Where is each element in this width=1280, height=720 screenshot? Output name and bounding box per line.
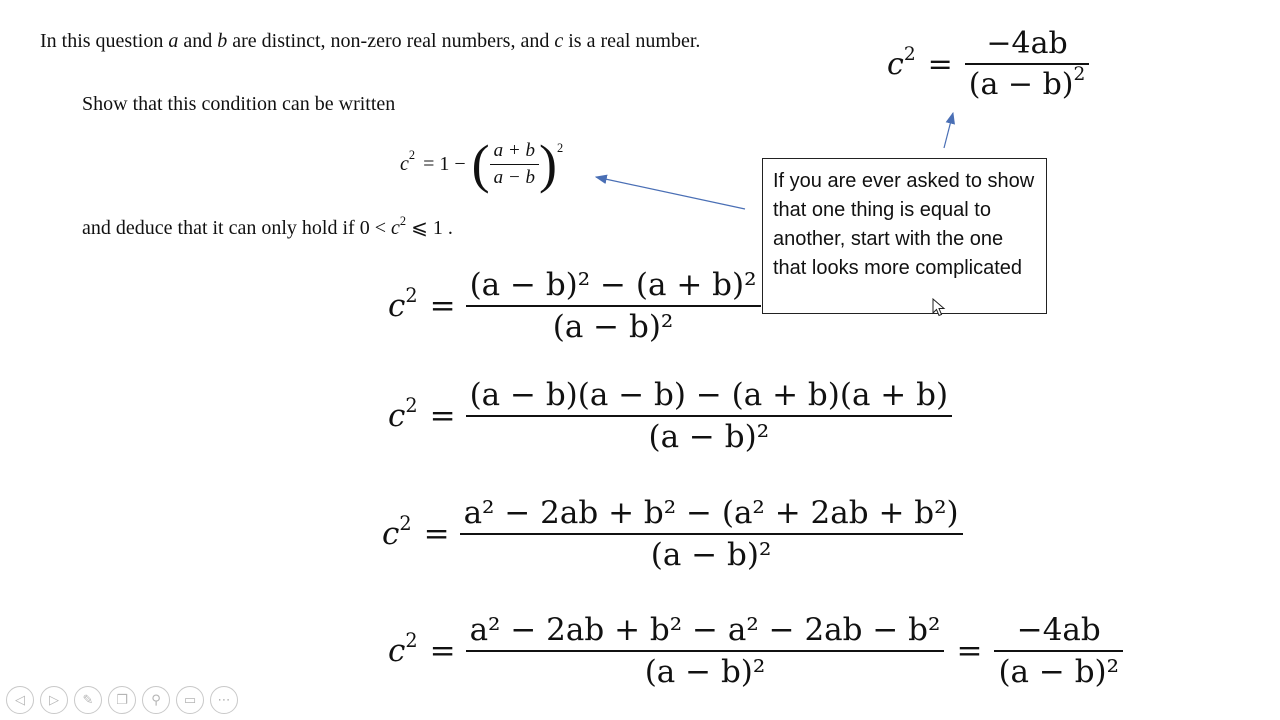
callout-box [762, 158, 1047, 314]
intro-var-a: a [168, 30, 179, 52]
step-2-fraction [466, 377, 952, 455]
intro-mid2: are distinct, non-zero real numbers, and [227, 30, 555, 52]
step-1-den: (a − b)² [552, 309, 674, 345]
step-4-lhs-exp: 2 [405, 628, 418, 652]
intro-post: is a real number. [563, 30, 701, 52]
given-frac-num: a + b [493, 139, 535, 161]
pen-icon[interactable]: ✎ [74, 686, 102, 714]
step-1-lhs-exp: 2 [405, 283, 418, 307]
zoom-icon[interactable]: ⚲ [142, 686, 170, 714]
mouse-cursor-icon [932, 298, 946, 318]
given-equation: c $^2$ = 1 − ( $\frac{a + b}{a - b}$ ) $^2$ [400, 134, 564, 194]
step-3-lhs-var: c [382, 516, 400, 552]
step-1-lhs [388, 283, 418, 324]
intro-var-c: c [554, 30, 564, 52]
step-4-num-2: −4ab [1016, 612, 1101, 648]
step-4-fraction-2 [994, 612, 1123, 690]
step-2-equals: = [429, 398, 456, 434]
step-4-fraction [466, 612, 945, 690]
step-2-den: (a − b)² [648, 419, 770, 455]
result-num: −4ab [986, 26, 1068, 61]
result-den-base: (a − b) [968, 67, 1074, 102]
step-1-lhs-var: c [388, 288, 406, 324]
step-2-lhs-var: c [388, 398, 406, 434]
step-3-equals: = [423, 516, 450, 552]
deduce-post: ⩽ 1 . [406, 217, 453, 239]
given-frac-den: a − b [493, 166, 535, 188]
step-1-fraction [466, 267, 761, 345]
result-lhs-var: c [887, 46, 904, 82]
more-icon[interactable]: ⋯ [210, 686, 238, 714]
step-3-equation [382, 492, 963, 576]
step-2-equation [388, 374, 952, 458]
callout-text: If you are ever asked to show that one thing is equal to another, start with the one that looks more complicated [773, 170, 1035, 279]
result-lhs-exp: 2 [903, 43, 916, 65]
step-3-num: a² − 2ab + b² − (a² + 2ab + b²) [463, 495, 959, 531]
arrow-to-result [944, 113, 953, 148]
step-4-num: a² − 2ab + b² − a² − 2ab − b² [469, 612, 941, 648]
intro-pre: In this question [40, 30, 169, 52]
step-4-lhs [388, 628, 418, 669]
step-4-lhs-var: c [388, 633, 406, 669]
subtitles-icon[interactable]: ▭ [176, 686, 204, 714]
intro-var-b: b [217, 30, 228, 52]
given-fraction [490, 140, 539, 189]
step-4-equals: = [429, 633, 456, 669]
slides-icon[interactable]: ❐ [108, 686, 136, 714]
result-equals: = [927, 46, 953, 82]
arrow-to-given [596, 177, 745, 209]
step-2-num: (a − b)(a − b) − (a + b)(a + b) [469, 377, 949, 413]
step-1-equation [388, 264, 761, 348]
deduce-pre: and deduce that it can only hold if 0 < [82, 217, 391, 239]
right-paren: ) [538, 134, 557, 194]
result-den-exp: 2 [1073, 64, 1086, 86]
slideshow-toolbar [6, 686, 238, 714]
step-4-den-2: (a − b)² [998, 654, 1120, 690]
step-4-equation [388, 608, 1123, 694]
previous-icon[interactable]: ◁ [6, 686, 34, 714]
next-icon[interactable]: ▷ [40, 686, 68, 714]
given-lhs: c [400, 152, 409, 175]
result-equation-top [887, 24, 1089, 104]
result-fraction [965, 26, 1090, 102]
step-1-num: (a − b)² − (a + b)² [469, 267, 757, 303]
left-paren: ( [471, 134, 490, 194]
step-3-lhs-exp: 2 [399, 511, 412, 535]
given-one-minus: = 1 − [423, 152, 466, 175]
step-3-den: (a − b)² [650, 537, 772, 573]
result-den [965, 65, 1090, 102]
step-4-den: (a − b)² [644, 654, 766, 690]
step-3-lhs [382, 511, 412, 552]
result-lhs [887, 43, 916, 82]
step-2-lhs-exp: 2 [405, 393, 418, 417]
step-3-fraction [460, 495, 963, 573]
intro-mid1: and [178, 30, 218, 52]
deduce-var-c: c [390, 217, 400, 239]
show-text: Show that this condition can be written [82, 93, 396, 115]
step-1-equals: = [429, 288, 456, 324]
deduce-exp: 2 [399, 213, 407, 228]
step-4-equals-2: = [956, 633, 983, 669]
step-2-lhs [388, 393, 418, 434]
deduce-text [82, 215, 453, 240]
intro-text [40, 30, 700, 53]
